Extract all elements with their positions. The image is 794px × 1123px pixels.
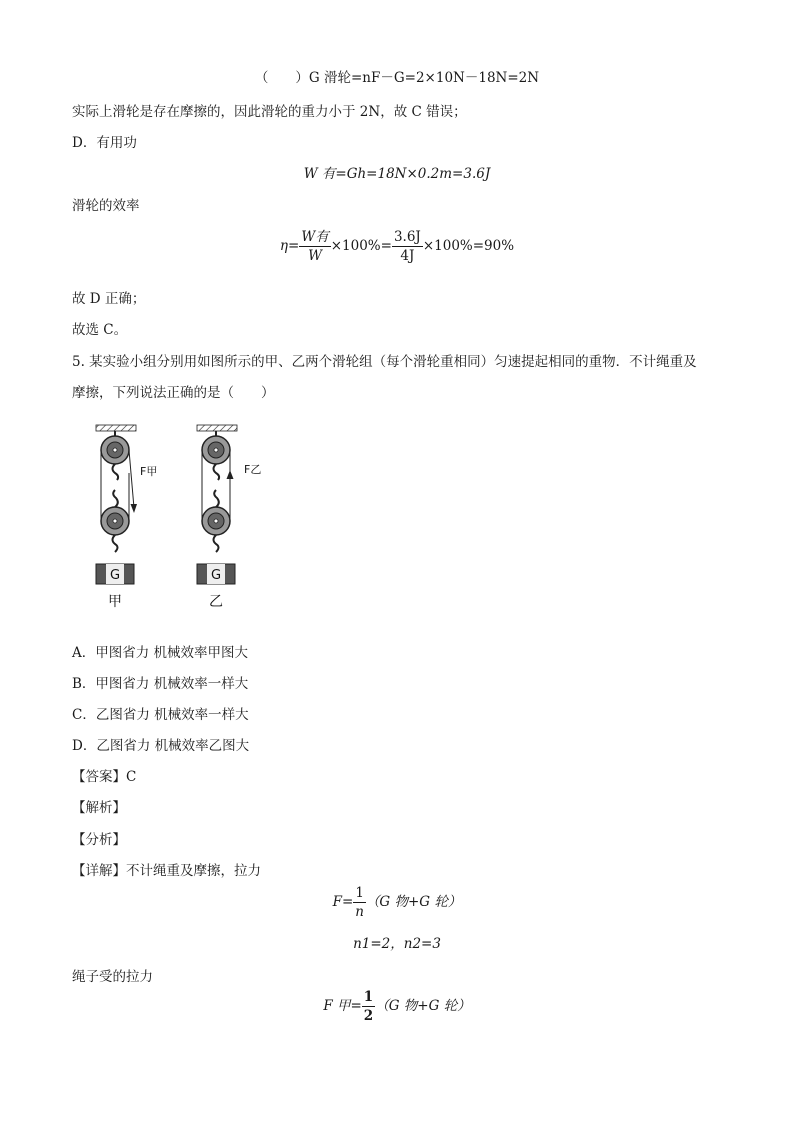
figure-label-jia: 甲: [108, 594, 122, 610]
answer-value: C: [126, 769, 137, 785]
pulley-figure: [84, 418, 274, 618]
formula-efficiency: [0, 228, 794, 265]
movable-hook-yi: [214, 490, 219, 507]
fenxi-tag: 【分析】: [72, 832, 126, 848]
pulley-system-jia: [96, 425, 157, 610]
fraction-values: [392, 228, 423, 265]
force-label-jia: F甲: [140, 465, 158, 478]
movable-pulley-yi-axle: [214, 519, 218, 523]
movable-pulley-jia-axle: [113, 519, 117, 523]
fixed-hook-yi: [214, 464, 220, 480]
fixed-hook-jia: [113, 464, 119, 480]
formula-force-jia-num: 1: [363, 989, 374, 1005]
text-d-useful-work: D．有用功: [72, 135, 137, 151]
formula-force-jia-rhs: （G 物+G 轮）: [375, 998, 471, 1014]
formula-force-jia-fraction: [362, 988, 375, 1025]
eff-mid: ×100%=: [330, 238, 392, 254]
fraction-w: [299, 228, 330, 265]
question-line-1: 5. 某实验小组分别用如图所示的甲、乙两个滑轮组（每个滑轮重相同）匀速提起相同的重物．不计绳重及: [72, 354, 697, 370]
option-a: A．甲图省力 机械效率甲图大: [72, 645, 249, 661]
detail-tag: 【详解】: [72, 863, 126, 879]
force-label-yi: F乙: [244, 463, 262, 476]
option-c: C．乙图省力 机械效率一样大: [72, 707, 249, 723]
jiexi-tag: 【解析】: [72, 800, 126, 816]
option-d: D．乙图省力 机械效率乙图大: [72, 738, 250, 754]
weight-label-yi: G: [210, 568, 222, 583]
fixed-pulley-yi-axle: [214, 448, 218, 452]
rope-force-label: 绳子受的拉力: [72, 969, 153, 985]
formula-force-num: 1: [355, 885, 364, 901]
arrow-up-icon: [227, 470, 234, 479]
text-choose: 故选 C。: [72, 322, 128, 338]
detail-text: 不计绳重及摩擦，拉力: [126, 863, 261, 879]
eta-symbol: η=: [279, 238, 300, 254]
load-hook-yi: [214, 535, 219, 552]
rope-jia-pull: [129, 450, 134, 508]
fraction-w-den: W: [308, 248, 322, 264]
question-line-2: 摩擦，下列说法正确的是（ ）: [72, 385, 275, 401]
load-hook-jia: [113, 535, 118, 552]
formula-force-fraction: [353, 884, 366, 921]
text-friction: 实际上滑轮是存在摩擦的，因此滑轮的重力小于 2N，故 C 错误；: [72, 104, 467, 120]
formula-force-den: n: [355, 904, 364, 920]
text-d-correct: 故 D 正确；: [72, 291, 146, 307]
arrow-down-icon: [131, 504, 138, 513]
pulley-system-yi: [197, 425, 261, 610]
ceiling-jia: [96, 425, 136, 431]
formula-n-values: n1=2，n2=3: [353, 936, 441, 952]
ceiling-yi: [197, 425, 237, 431]
formula-force-jia-den: 2: [363, 1008, 374, 1024]
formula-useful-work: W 有=Gh=18N×0.2m=3.6J: [303, 166, 491, 182]
formula-force: [0, 884, 794, 921]
formula-g-pulley: [0, 66, 794, 86]
answer-tag: 【答案】: [72, 769, 126, 785]
movable-hook-jia: [113, 490, 118, 507]
formula-force-jia-lhs: F 甲=: [323, 998, 362, 1014]
formula-force-jia: [0, 988, 794, 1025]
detail-line: [72, 859, 261, 879]
option-b: B．甲图省力 机械效率一样大: [72, 676, 249, 692]
formula-force-rhs: （G 物+G 轮）: [365, 894, 462, 910]
answer-line: [72, 765, 136, 785]
weight-label-jia: G: [109, 568, 121, 583]
text-efficiency-label: 滑轮的效率: [72, 198, 140, 214]
eff-end: ×100%=90%: [422, 238, 515, 254]
formula-g-pulley-text: （ ）G 滑轮=nF－G=2×10N－18N=2N: [254, 70, 540, 86]
figure-label-yi: 乙: [209, 594, 223, 610]
formula-force-lhs: F=: [332, 894, 354, 910]
fixed-pulley-jia-axle: [113, 448, 117, 452]
fraction-values-den: 4J: [400, 248, 415, 264]
fraction-w-num: W有: [301, 229, 329, 245]
fraction-values-num: 3.6J: [393, 229, 421, 245]
